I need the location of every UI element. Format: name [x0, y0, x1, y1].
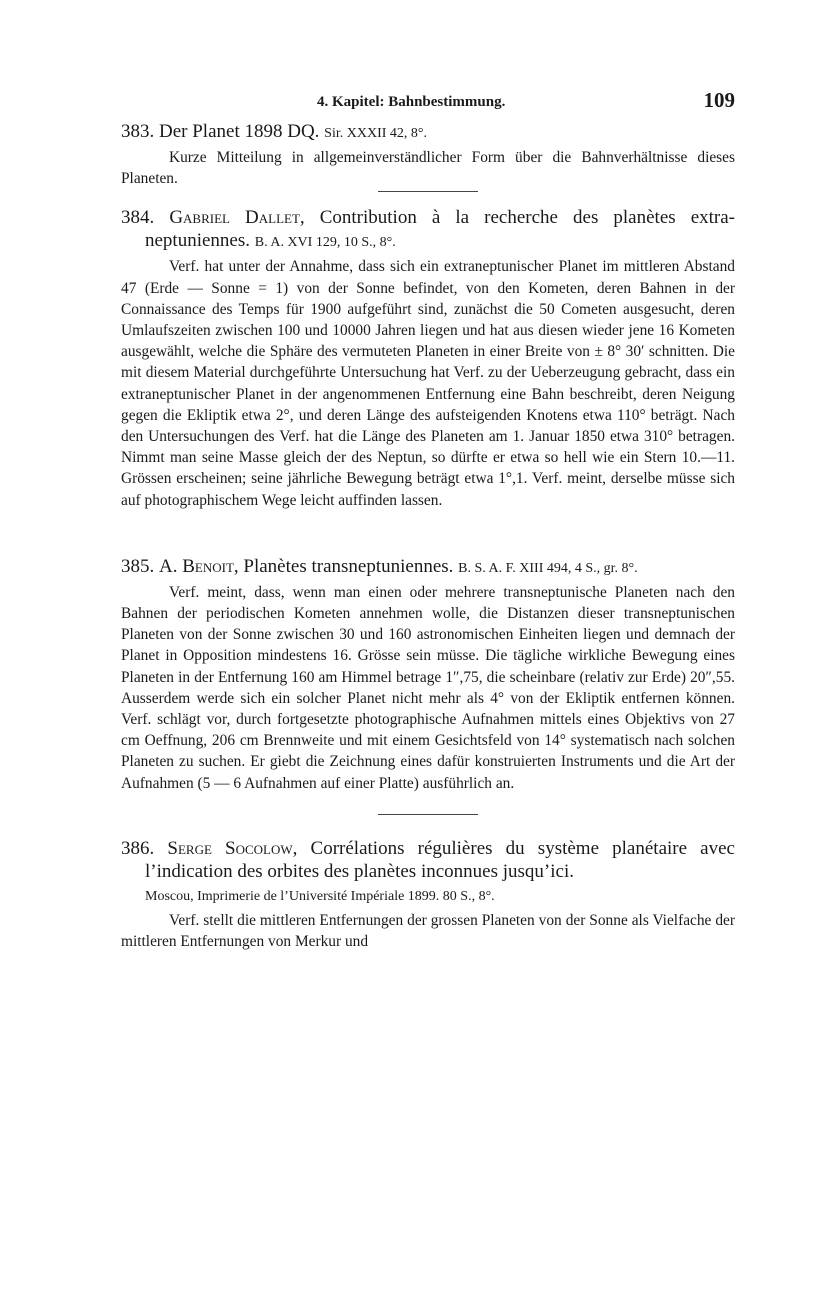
running-head-title: 4. Kapitel: Bahnbestimmung. [317, 94, 506, 110]
entry-body: Verf. stellt die mittleren Entfernungen der grossen Planeten von der Sonne als Vielfache der mittleren Entfernungen von Merkur und [121, 911, 735, 951]
entry-author: Serge Socolow, [167, 837, 298, 859]
entry-title: Contribution à la recherche des planètes extra-neptuniennes. [145, 207, 735, 252]
entry-title: Der Planet 1898 DQ. [159, 121, 320, 142]
running-head [121, 88, 735, 118]
entry-386 [121, 837, 735, 952]
entry-385 [121, 555, 735, 794]
entry-number: 385. [121, 555, 155, 577]
entry-source: Moscou, Imprimerie de l’Université Impériale 1899. 80 S., 8°. [145, 888, 495, 904]
entry-source: Sir. XXXII 42, 8°. [324, 126, 427, 141]
entry-source: B. S. A. F. XIII 494, 4 S., gr. 8°. [458, 560, 638, 576]
entry-body: Verf. hat unter der Annahme, dass sich ein extraneptunischer Planet im mittleren Abstand 47 (Erde — Sonne = 1) von der Sonne befindet, von den Kometen, deren Bahnen in der Connaissance des Temps für 1900 aufgeführt sind, zunächst die 50 Cometen ausgesucht, deren Umlaufszeiten zwischen 100 und 10000 Jahren liegen und hat aus diesen wieder jene 16 Kometen ausgewählt, welche die Sphäre des vermuteten Planeten in einer Breite von ± 8° 30′ schnitten. Die mit diesem Material durchgeführte Untersuchung hat Verf. zu der Ueberzeugung gebracht, dass ein extraneptunischer Planet in der angenommenen Entfernung eine Bahn beschreibt, deren Neigung gegen die Ekliptik etwa 2°, und deren Länge des aufsteigenden Knotens etwa 110° beträgt. Nach den Untersuchungen des Verf. hat die Länge des Planeten am 1. Januar 1850 etwa 310° betragen. Nimmt man seine Masse gleich der des Neptun, so dürfte er etwa so hell wie ein Stern 10.—11. Grössen erscheinen; seine jährliche Bewegung beträgt etwa 1°,1. Verf. meint, derselbe müsse sich auf photographischem Wege leicht auffinden lassen. [121, 258, 735, 509]
entry-body: Kurze Mitteilung in allgemeinverständlicher Form über die Bahnverhältnisse dieses Planeten. [121, 149, 735, 188]
entry-383 [121, 120, 735, 189]
entry-heading [121, 206, 735, 254]
page-number: 109 [703, 88, 735, 112]
divider [378, 814, 478, 815]
entry-heading [121, 837, 735, 908]
entry-number: 383. [121, 121, 155, 142]
entry-heading [121, 555, 735, 580]
entry-title: Corrélations régulières du système planétaire avec l’indication des orbites des planètes inconnues jusqu’ici. [145, 837, 735, 882]
divider [378, 191, 478, 192]
entry-author: A. Benoit, [159, 555, 239, 577]
entry-title: Planètes transneptuniennes. [243, 555, 454, 577]
page [121, 88, 735, 952]
entry-source: B. A. XVI 129, 10 S., 8°. [254, 235, 396, 251]
entry-author: Gabriel Dallet, [169, 207, 305, 229]
entry-number: 386. [121, 837, 155, 859]
entry-number: 384. [121, 207, 155, 229]
entry-heading [121, 120, 735, 145]
entry-384 [121, 206, 735, 510]
entry-body: Verf. meint, dass, wenn man einen oder mehrere transneptunische Planeten nach den Bahnen der periodischen Kometen annehmen wolle, die Distanzen dieser transneptunischen Planeten von der Sonne zwischen 30 und 160 astronomischen Einheiten liegen und demnach der Planet in Opposition mindestens 16. Grösse sein müsse. Die tägliche wirkliche Bewegung eines Planeten in der Entfernung 160 am Himmel betrage 1″,75, die scheinbare (relativ zur Erde) 20″,55. Ausserdem werde sich ein solcher Planet nicht mehr als 4° von der Ekliptik entfernen können. Verf. schlägt vor, durch fortgesetzte photographische Aufnahmen mittels eines Objektivs von 27 cm Oeffnung, 206 cm Brennweite und mit einem Gesichtsfeld von 14° systematisch nach solchen Planeten zu suchen. Er giebt die Zeichnung eines dafür konstruierten Instruments und die Art der Aufnahmen (5 — 6 Aufnahmen auf einer Platte) ausführlich an. [121, 583, 735, 792]
